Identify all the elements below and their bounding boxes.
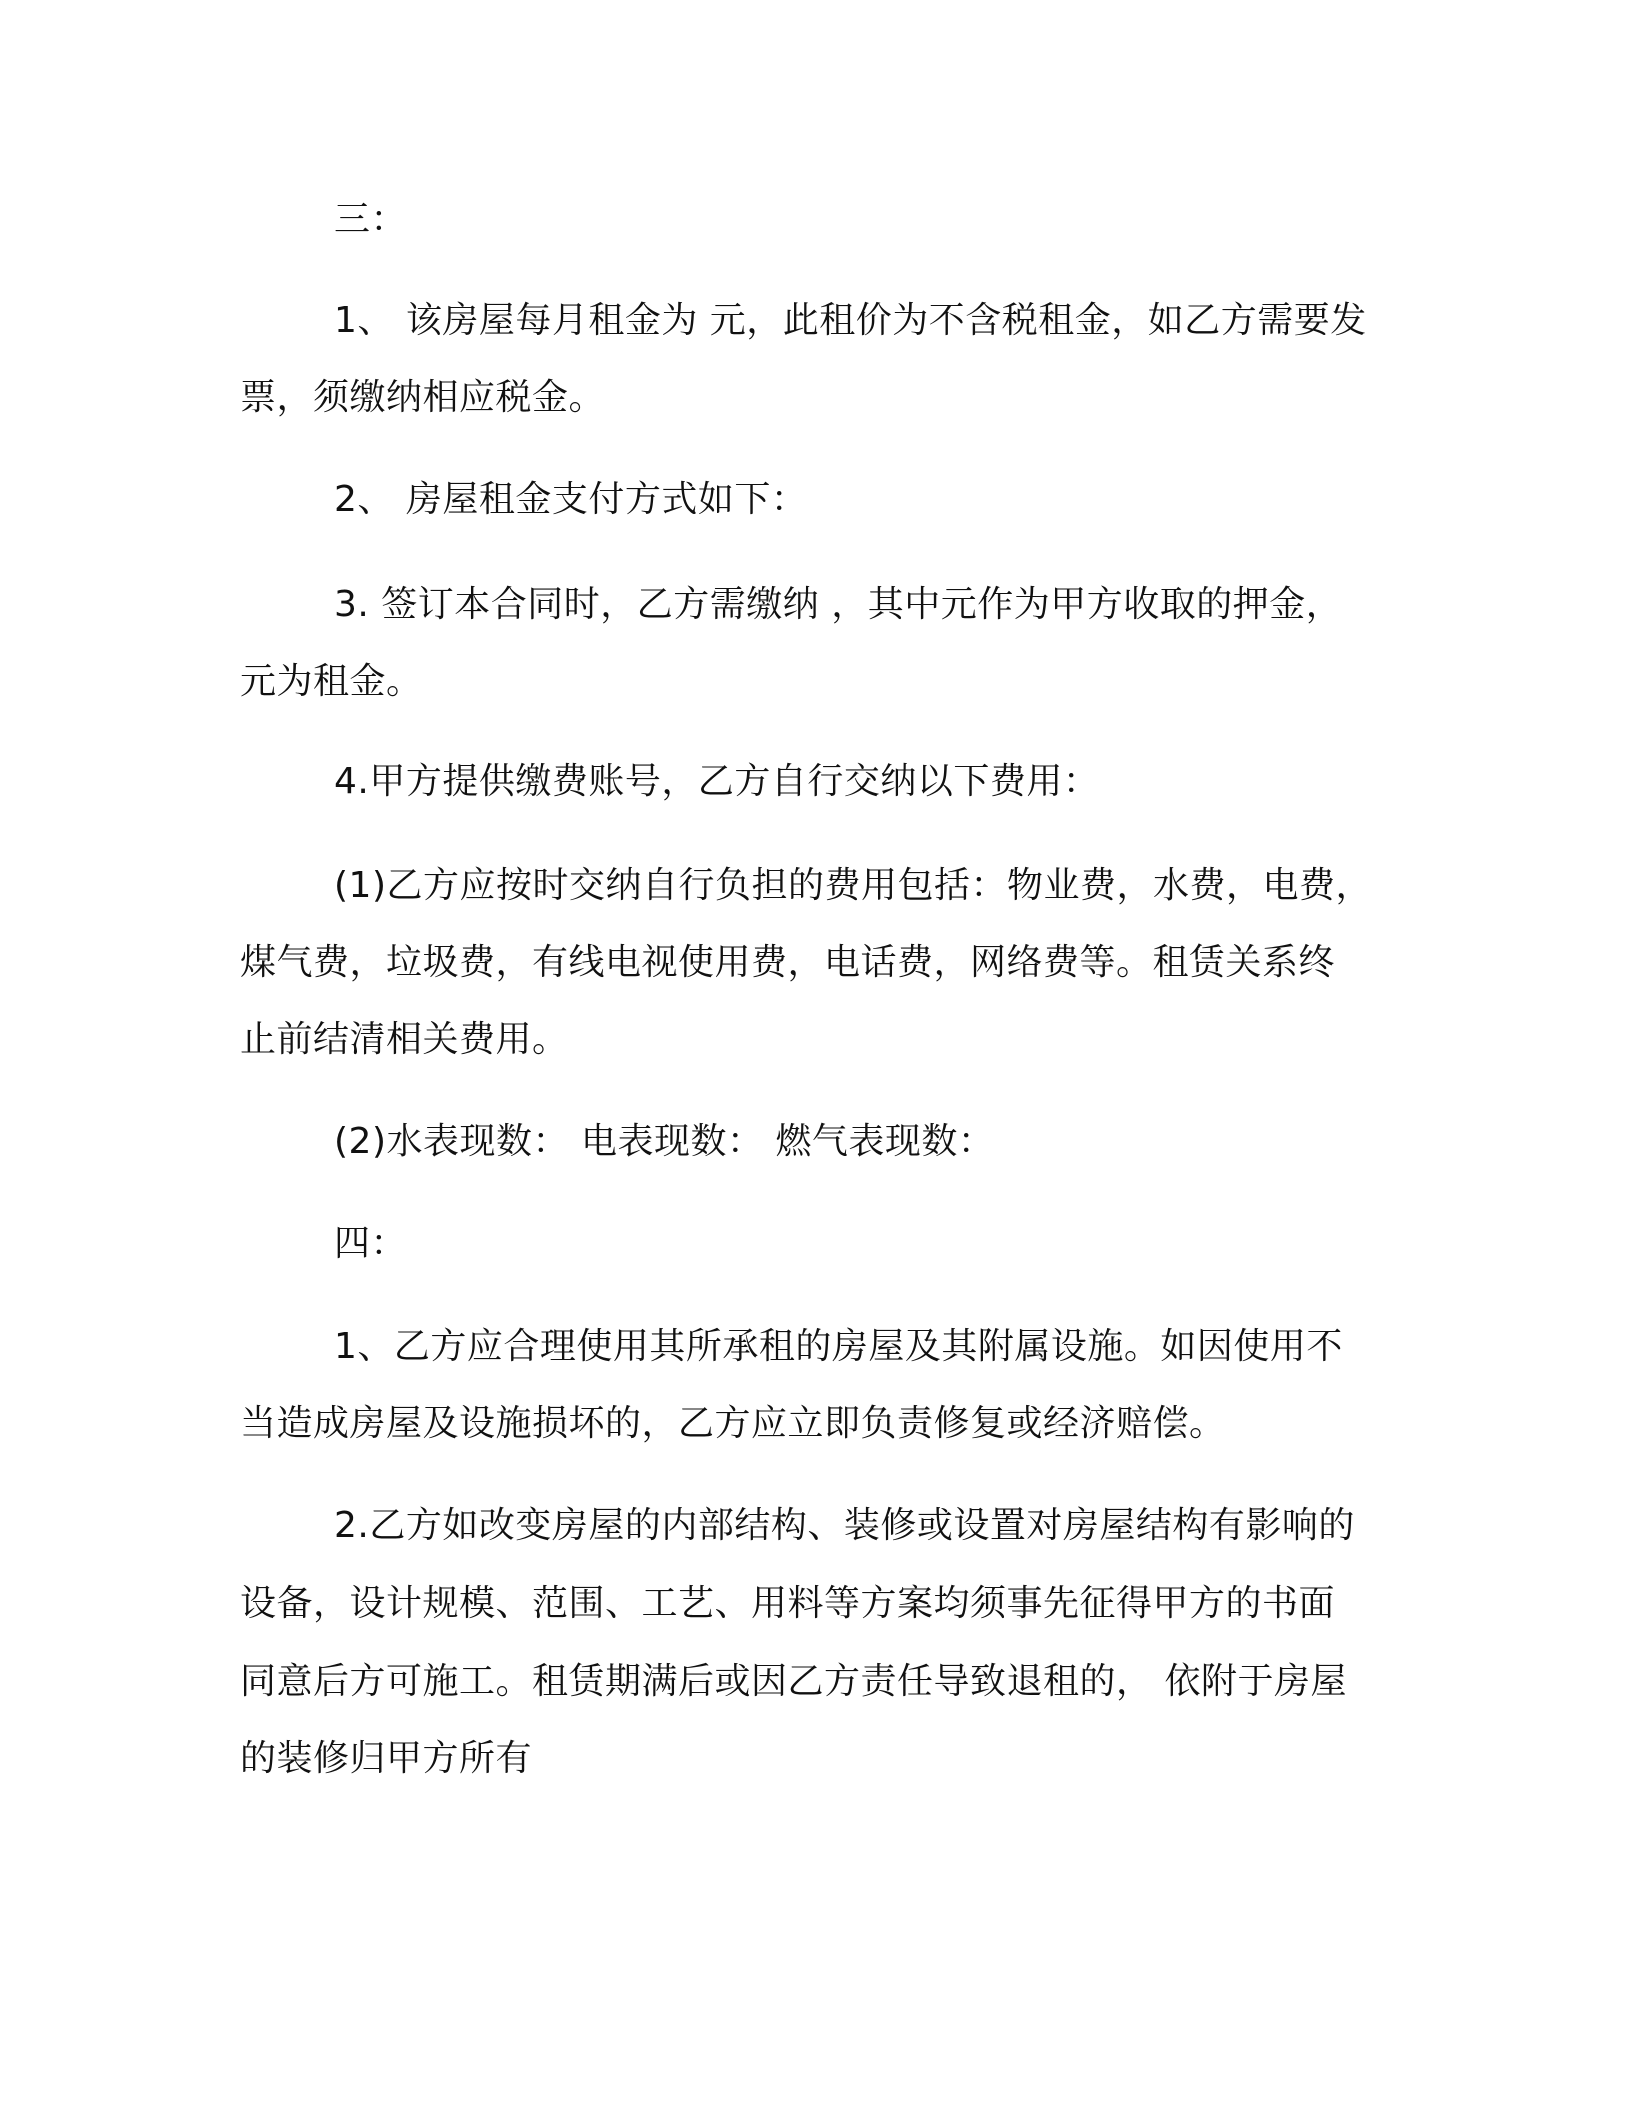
text-line-10: (2)水表现数： 电表现数： 燃气表现数： bbox=[334, 1121, 995, 1162]
section-four-heading: 四： bbox=[334, 1223, 408, 1264]
section-three-heading: 三： bbox=[334, 199, 408, 240]
text-line-13: 当造成房屋及设施损坏的，乙方应立即负责修复或经济赔偿。 bbox=[240, 1403, 1226, 1444]
text-line-1: 1、 该房屋每月租金为 元，此租价为不含税租金，如乙方需要发 bbox=[334, 300, 1367, 341]
text-line-12: 1、乙方应合理使用其所承租的房屋及其附属设施。如因使用不 bbox=[334, 1326, 1343, 1367]
text-line-15: 设备，设计规模、范围、工艺、用料等方案均须事先征得甲方的书面 bbox=[240, 1583, 1336, 1624]
text-line-7: (1)乙方应按时交纳自行负担的费用包括：物业费，水费，电费， bbox=[334, 865, 1372, 906]
text-line-14: 2.乙方如改变房屋的内部结构、装修或设置对房屋结构有影响的 bbox=[334, 1505, 1355, 1546]
text-line-5: 元为租金。 bbox=[240, 661, 423, 702]
text-line-3: 2、 房屋租金支付方式如下： bbox=[334, 479, 808, 520]
text-line-2: 票，须缴纳相应税金。 bbox=[240, 377, 606, 418]
text-line-16: 同意后方可施工。租赁期满后或因乙方责任导致退租的， 依附于房屋 bbox=[240, 1661, 1347, 1702]
text-line-8: 煤气费，垃圾费，有线电视使用费，电话费，网络费等。租赁关系终 bbox=[240, 942, 1336, 983]
text-line-6: 4.甲方提供缴费账号，乙方自行交纳以下费用： bbox=[334, 761, 1100, 802]
text-line-17: 的装修归甲方所有 bbox=[240, 1738, 533, 1779]
text-line-9: 止前结清相关费用。 bbox=[240, 1019, 569, 1060]
text-line-4: 3. 签订本合同时，乙方需缴纳 ，其中元作为甲方收取的押金， bbox=[334, 584, 1343, 625]
